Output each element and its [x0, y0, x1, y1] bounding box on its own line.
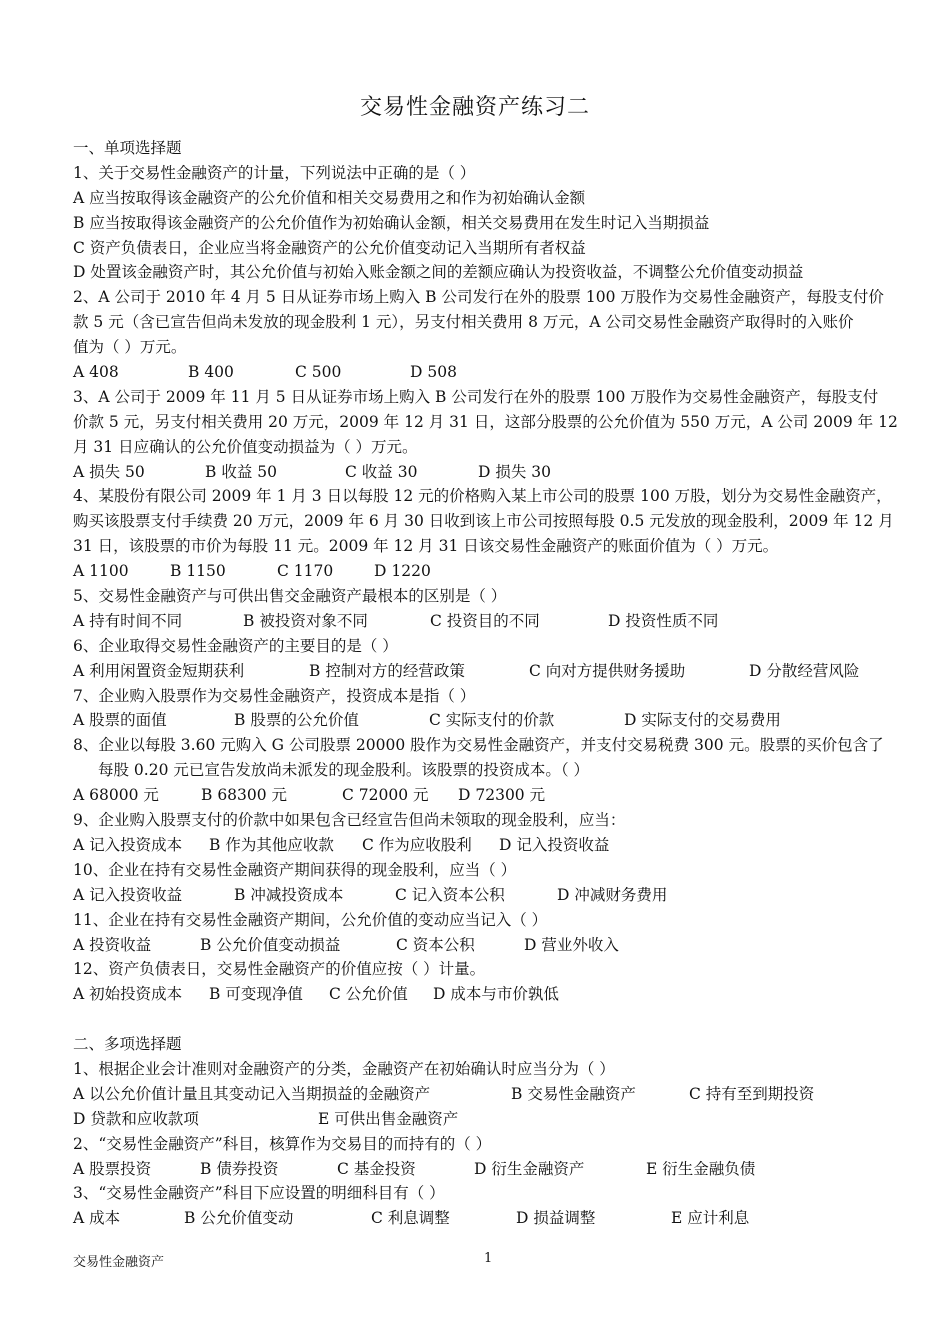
option-b: B 被投资对象不同: [243, 611, 368, 630]
multi-question-1-options-row-2: [73, 1107, 913, 1132]
option-d: D 衍生金融资产: [474, 1159, 585, 1178]
multi-question-2-options: [73, 1157, 913, 1182]
document-title: 交易性金融资产练习二: [359, 95, 590, 120]
option-c: C 投资目的不同: [430, 611, 540, 630]
question-1-option-b: B 应当按取得该金融资产的公允价值作为初始确认金额，相关交易费用在发生时记入当期损益: [73, 213, 710, 232]
question-11-options: [73, 933, 913, 958]
option-d: D 记入投资收益: [499, 835, 610, 854]
option-c: C 公允价值: [329, 985, 408, 1004]
option-c: C 500: [295, 363, 342, 382]
question-5-stem: 5、交易性金融资产与可供出售交金融资产最根本的区别是（ ）: [73, 587, 507, 606]
option-c: C 72000 元: [342, 786, 429, 805]
option-a: A 以公允价值计量且其变动记入当期损益的金融资产: [73, 1084, 431, 1103]
option-e: E 应计利息: [671, 1209, 750, 1228]
option-b: B 债券投资: [200, 1159, 279, 1178]
question-7-stem: 7、企业购入股票作为交易性金融资产，投资成本是指（ ）: [73, 686, 476, 705]
question-3-options: [73, 460, 913, 485]
multi-question-3-stem: 3、“交易性金融资产”科目下应设置的明细科目有（ ）: [73, 1184, 445, 1203]
option-a: A 1100: [73, 562, 129, 581]
question-10-options: [73, 883, 913, 908]
question-5-options: [73, 609, 913, 634]
option-b: B 1150: [170, 562, 226, 581]
option-c: C 持有至到期投资: [689, 1084, 815, 1103]
multi-question-2-stem: 2、“交易性金融资产”科目，核算作为交易目的而持有的（ ）: [73, 1134, 492, 1153]
option-a: A 68000 元: [73, 786, 159, 805]
option-d: D 实际支付的交易费用: [624, 711, 781, 730]
question-4-line-2: 购买该股票支付手续费 20 万元，2009 年 6 月 30 日收到该上市公司按照每股 0.5 元发放的现金股利，2009 年 12 月: [73, 512, 894, 531]
option-b: B 股票的公允价值: [234, 711, 359, 730]
question-1-stem: 1、关于交易性金融资产的计量，下列说法中正确的是（ ）: [73, 163, 476, 182]
option-d: D 分散经营风险: [749, 661, 860, 680]
question-8-line-1: 8、企业以每股 3.60 元购入 G 公司股票 20000 股作为交易性金融资产，并支付交易税费 300 元。股票的买价包含了: [73, 736, 884, 755]
option-a: A 初始投资成本: [73, 985, 183, 1004]
option-c: C 收益 30: [345, 462, 418, 481]
question-1-option-a: A 应当按取得该金融资产的公允价值和相关交易费用之和作为初始确认金额: [73, 188, 586, 207]
footer-page-number: 1: [484, 1251, 493, 1266]
option-d: D 508: [410, 363, 457, 382]
option-a: A 记入投资成本: [73, 835, 183, 854]
question-8-options: [73, 783, 913, 808]
option-e: E 衍生金融负债: [646, 1159, 756, 1178]
option-a: A 股票的面值: [73, 711, 167, 730]
option-d: D 投资性质不同: [608, 611, 719, 630]
question-4-options: [73, 559, 913, 584]
multi-question-3-options: [73, 1206, 913, 1231]
option-b: B 可变现净值: [209, 985, 303, 1004]
option-c: C 作为应收股利: [362, 835, 472, 854]
option-a: A 投资收益: [73, 935, 152, 954]
option-c: C 1170: [277, 562, 334, 581]
question-2-line-1: 2、A 公司于 2010 年 4 月 5 日从证券市场上购入 B 公司发行在外的股票 100 万股作为交易性金融资产，每股支付价: [73, 288, 884, 307]
question-11-stem: 11、企业在持有交易性金融资产期间，公允价值的变动应当记入（ ）: [73, 910, 548, 929]
option-d: D 营业外收入: [524, 935, 619, 954]
question-6-stem: 6、企业取得交易性金融资产的主要目的是（ ）: [73, 636, 398, 655]
question-3-line-3: 月 31 日应确认的公允价值变动损益为（ ）万元。: [73, 437, 418, 456]
option-b: B 交易性金融资产: [511, 1084, 636, 1103]
option-b: B 68300 元: [201, 786, 288, 805]
footer-document-name: 交易性金融资产: [73, 1255, 165, 1270]
multi-question-1-stem: 1、根据企业会计准则对金融资产的分类，金融资产在初始确认时应当分为（ ）: [73, 1059, 615, 1078]
option-b: B 冲减投资成本: [234, 885, 344, 904]
question-2-line-2: 款 5 元（含已宣告但尚未发放的现金股利 1 元），另支付相关费用 8 万元，A 公司交易性金融资产取得时的入账价: [73, 313, 854, 332]
option-d: D 贷款和应收款项: [73, 1109, 199, 1128]
option-a: A 股票投资: [73, 1159, 152, 1178]
option-c: C 资本公积: [396, 935, 475, 954]
question-12-options: [73, 982, 913, 1007]
question-2-line-3: 值为（ ）万元。: [73, 338, 187, 357]
option-b: B 公允价值变动损益: [200, 935, 341, 954]
option-a: A 利用闲置资金短期获利: [73, 661, 245, 680]
option-d: D 冲减财务费用: [557, 885, 668, 904]
option-b: B 公允价值变动: [184, 1209, 294, 1228]
question-7-options: [73, 708, 913, 733]
option-a: A 损失 50: [73, 462, 145, 481]
option-b: B 控制对方的经营政策: [309, 661, 465, 680]
option-a: A 408: [73, 363, 119, 382]
option-c: C 实际支付的价款: [429, 711, 555, 730]
question-10-stem: 10、企业在持有交易性金融资产期间获得的现金股利，应当（ ）: [73, 860, 517, 879]
question-1-option-d: D 处置该金融资产时，其公允价值与初始入账金额之间的差额应确认为投资收益，不调整公允价值变动损益: [73, 263, 804, 282]
option-a: A 成本: [73, 1209, 121, 1228]
question-6-options: [73, 659, 913, 684]
section-heading-multiple-choice: 二、多项选择题: [73, 1035, 182, 1054]
question-3-line-2: 价款 5 元，另支付相关费用 20 万元，2009 年 12 月 31 日，这部分股票的公允价值为 550 万元，A 公司 2009 年 12: [73, 412, 898, 431]
section-heading-single-choice: 一、单项选择题: [73, 139, 182, 157]
multi-question-1-options-row-1: [73, 1082, 913, 1107]
option-d: D 成本与市价孰低: [433, 985, 559, 1004]
option-d: D 72300 元: [458, 786, 546, 805]
question-4-line-1: 4、某股份有限公司 2009 年 1 月 3 日以每股 12 元的价格购入某上市公司的股票 100 万股，划分为交易性金融资产，: [73, 487, 892, 506]
section-spacer: [73, 1007, 913, 1032]
question-2-options: [73, 360, 913, 385]
question-3-line-1: 3、A 公司于 2009 年 11 月 5 日从证券市场上购入 B 公司发行在外的股票 100 万股作为交易性金融资产，每股支付: [73, 387, 879, 406]
option-b: B 收益 50: [205, 462, 277, 481]
option-d: D 损益调整: [516, 1209, 596, 1228]
question-12-stem: 12、资产负债表日，交易性金融资产的价值应按（ ）计量。: [73, 960, 486, 979]
option-d: D 1220: [374, 562, 431, 581]
option-d: D 损失 30: [478, 462, 552, 481]
question-4-line-3: 31 日，该股票的市价为每股 11 元。2009 年 12 月 31 日该交易性金融资产的账面价值为（ ）万元。: [73, 537, 779, 556]
option-c: C 记入资本公积: [395, 885, 505, 904]
option-c: C 利息调整: [371, 1209, 450, 1228]
document-body: [73, 136, 913, 1231]
option-e: E 可供出售金融资产: [318, 1109, 459, 1128]
option-a: A 持有时间不同: [73, 611, 183, 630]
option-b: B 400: [188, 363, 234, 382]
question-9-options: [73, 833, 913, 858]
option-b: B 作为其他应收款: [209, 835, 334, 854]
option-c: C 向对方提供财务援助: [529, 661, 686, 680]
question-8-line-2: 每股 0.20 元已宣告发放尚未派发的现金股利。该股票的投资成本。（ ）: [98, 761, 590, 780]
question-1-option-c: C 资产负债表日，企业应当将金融资产的公允价值变动记入当期所有者权益: [73, 238, 586, 257]
option-a: A 记入投资收益: [73, 885, 183, 904]
question-9-stem: 9、企业购入股票支付的价款中如果包含已经宣告但尚未领取的现金股利，应当：: [73, 811, 626, 830]
option-c: C 基金投资: [337, 1159, 416, 1178]
